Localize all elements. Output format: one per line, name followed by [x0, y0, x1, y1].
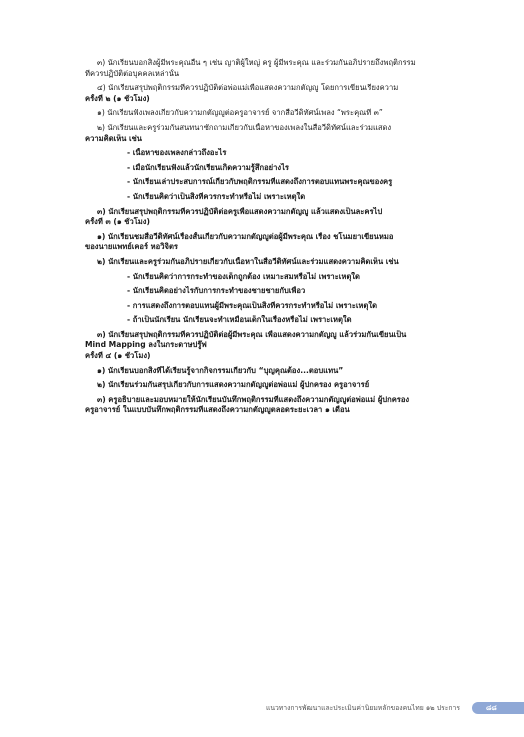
paragraph: ๓) นักเรียนบอกสิ่งผู้มีพระคุณอื่น ๆ เช่น ญาติผู้ใหญ่ ครู ผู้มีพระคุณ และร่วมกันอภิปรายถึงพฤติกรรม	[97, 58, 416, 67]
paragraph: ๒) นักเรียนร่วมกันสรุปเกี่ยวกับการแสดงความกตัญญูต่อพ่อแม่ ผู้ปกครอง ครูอาจารย์	[97, 380, 370, 390]
paragraph: ๑) นักเรียนบอกสิ่งที่ได้เรียนรู้จากกิจกรรมเกี่ยวกับ “บุญคุณต้อง...ตอบแทน”	[97, 365, 344, 375]
bullet-item: - ถ้าเป็นนักเรียน นักเรียนจะทำเหมือนเด็กในเรื่องหรือไม่ เพราะเหตุใด	[127, 315, 352, 325]
paragraph-continuation: ครูอาจารย์ ในแบบบันทึกพฤติกรรมที่แสดงถึงความกตัญญูตลอดระยะเวลา ๑ เดือน	[85, 405, 350, 415]
session-heading: ครั้งที่ ๓ (๑ ชั่วโมง)	[85, 217, 150, 227]
paragraph-continuation: ความคิดเห็น เช่น	[85, 133, 143, 143]
paragraph-continuation: ที่ควรปฏิบัติต่อบุคคลเหล่านั้น	[85, 68, 180, 78]
bullet-item: - เมื่อนักเรียนฟังแล้วนักเรียนเกิดความรู้สึกอย่างไร	[127, 162, 289, 172]
session-heading: ครั้งที่ ๒ (๑ ชั่วโมง)	[85, 93, 150, 103]
paragraph: ๓) นักเรียนสรุปพฤติกรรมที่ควรปฏิบัติต่อผู้มีพระคุณ เพื่อแสดงความกตัญญู แล้วร่วมกันเขียนเป็น	[97, 329, 407, 339]
paragraph: ๔) นักเรียนสรุปพฤติกรรมที่ควรปฏิบัติต่อพ่อแม่เพื่อแสดงความกตัญญู โดยการเขียนเรียงความ	[97, 83, 399, 93]
footer-title: แนวทางการพัฒนาและประเมินค่านิยมหลักของคนไทย ๑๒ ประการ	[265, 704, 460, 712]
bullet-item: - การแสดงถึงการตอบแทนผู้มีพระคุณเป็นสิ่งที่ควรกระทำหรือไม่ เพราะเหตุใด	[127, 300, 378, 310]
session-heading: ครั้งที่ ๔ (๑ ชั่วโมง)	[85, 351, 151, 361]
paragraph-continuation: Mind Mapping ลงในกระดาษปรู๊ฟ	[85, 340, 207, 350]
page-footer	[0, 702, 524, 714]
bullet-item: - นักเรียนเล่าประสบการณ์เกี่ยวกับพฤติกรรมที่แสดงถึงการตอบแทนพระคุณของครู	[127, 177, 393, 187]
paragraph: ๓) นักเรียนสรุปพฤติกรรมที่ควรปฏิบัติต่อครูเพื่อแสดงความกตัญญู แล้วแสดงเป็นละครไป	[97, 206, 383, 216]
bullet-item: - นักเรียนคิดว่าการกระทำของเด็กถูกต้อง เหมาะสมหรือไม่ เพราะเหตุใด	[127, 271, 360, 281]
bullet-item: - เนื้อหาของเพลงกล่าวถึงอะไร	[127, 148, 227, 158]
bullet-item: - นักเรียนคิดว่าเป็นสิ่งที่ควรกระทำหรือไม่ เพราะเหตุใด	[127, 191, 306, 201]
paragraph: ๑) นักเรียนฟังเพลงเกี่ยวกับความกตัญญูต่อครูอาจารย์ จากสื่อวีดิทัศน์เพลง “พระคุณที่ ๓”	[97, 108, 383, 118]
paragraph: ๒) นักเรียนและครูร่วมกันสนทนาซักถามเกี่ยวกับเนื้อหาของเพลงในสื่อวีดิทัศน์และร่วมแสดง	[97, 122, 392, 132]
page-number-tab	[472, 702, 524, 714]
paragraph-continuation: ของนายแพทย์เคอร์ หอวิจิตร	[85, 242, 178, 252]
body-text	[85, 58, 485, 420]
bullet-item: - นักเรียนคิดอย่างไรกับการกระทำของชายชายกับเพื่อว	[127, 286, 306, 296]
page-number: ๘๘	[486, 704, 497, 712]
paragraph: ๒) นักเรียนและครูร่วมกันอภิปรายเกี่ยวกับเนื้อหาในสื่อวีดิทัศน์และร่วมแสดงความคิดเห็น เช่น	[97, 256, 399, 266]
paragraph: ๑) นักเรียนชมสื่อวีดิทัศน์เรื่องสั้นเกี่ยวกับความกตัญญูต่อผู้มีพระคุณ เรื่อง ชโนมยาเขียนหมอ	[97, 231, 394, 241]
paragraph: ๓) ครูอธิบายและมอบหมายให้นักเรียนบันทึกพฤติกรรมที่แสดงถึงความกตัญญูต่อพ่อแม่ ผู้ปกครอง	[97, 394, 410, 404]
